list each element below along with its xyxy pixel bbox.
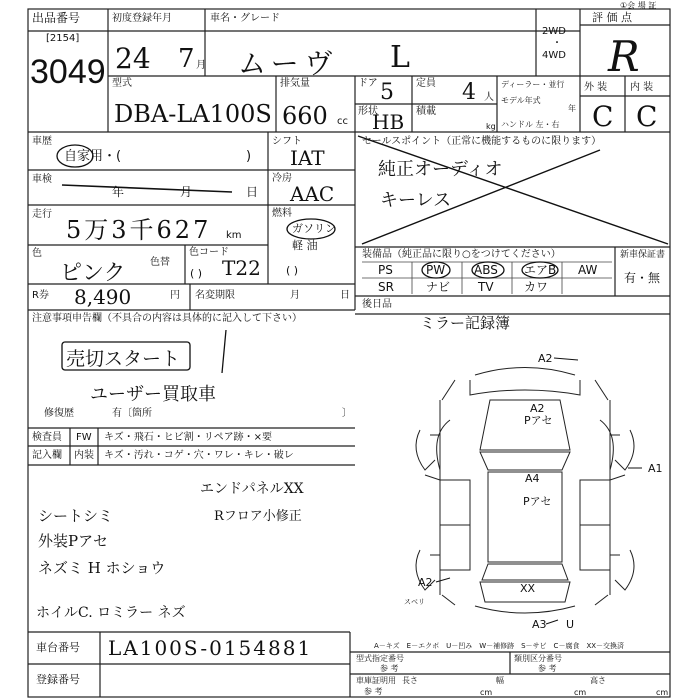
month-unit: 月	[196, 60, 206, 71]
sales-point-keyless: キーレス	[380, 190, 452, 211]
yen-unit: 円	[170, 290, 180, 301]
height-label: 高さ	[590, 676, 606, 685]
shift-label: シフト	[272, 136, 302, 147]
mark-hood-a2: A2	[530, 402, 545, 415]
car-diagram	[380, 340, 670, 630]
type-cert-ref: 参 考	[380, 664, 399, 673]
capacity: 4	[462, 80, 476, 105]
inspection-day: 日	[246, 185, 259, 199]
handle-label: ハンドル 左・右	[501, 120, 560, 129]
warranty-options: 有・無	[624, 271, 661, 285]
first-reg-month: 7	[178, 44, 195, 74]
new-warranty-label: 新車保証書	[620, 250, 666, 260]
fuel-paren: ( )	[286, 264, 299, 277]
use-value: 自家用・(	[64, 149, 122, 164]
title-change-day: 日	[340, 290, 350, 301]
mark-rear-u: U	[566, 618, 575, 630]
exterior-grade: C	[592, 100, 614, 133]
type-cert-label: 型式指定番号	[356, 654, 404, 663]
registration-label: 登録番号	[36, 673, 80, 686]
row-interior: 内装	[74, 450, 94, 461]
recycle-label: R券	[32, 290, 49, 301]
width-cm: cm	[574, 688, 587, 697]
mileage: 5万3千627	[66, 216, 212, 244]
evaluation-score: R	[608, 32, 640, 81]
capacity-unit: 人	[484, 92, 494, 103]
notes-label: 注意事項申告欄（不具合の内容は具体的に記入して下さい）	[32, 313, 302, 324]
hand-note-wheel-mirror: ホイルC. ロミラー ネズ	[36, 605, 186, 621]
displacement: 660	[282, 102, 328, 130]
drive-4wd: 4WD	[542, 50, 566, 61]
class-label: 類別区分番号	[514, 654, 562, 663]
use-close: )	[246, 149, 252, 164]
body-label: 形状	[358, 106, 378, 117]
capacity-label: 定員	[416, 78, 436, 89]
body-type: HB	[372, 110, 405, 134]
hand-note-mouse-damage: ネズミ H ホショウ	[38, 559, 166, 577]
width-label: 幅	[496, 676, 504, 685]
model-code: DBA-LA100S	[114, 100, 272, 128]
mark-rear-a3: A3	[532, 618, 547, 630]
hand-note-exterior-paint: 外装Pアセ	[38, 532, 108, 550]
hand-note-rear-floor: Rフロア小修正	[214, 509, 302, 524]
mark-hood-paint: Pアセ	[524, 414, 553, 427]
mark-side-a1: A1	[648, 462, 663, 475]
color-label: 色	[32, 248, 42, 259]
height-cm: cm	[656, 688, 669, 697]
color: ピンク	[60, 261, 126, 286]
note-user-buyback: ユーザー買取車	[90, 384, 216, 405]
mark-rear-xx: XX	[520, 582, 536, 595]
first-reg-year: 24	[115, 42, 151, 75]
color-code-paren: ( )	[190, 267, 203, 280]
defects-interior: キズ・汚れ・コゲ・穴・ワレ・キレ・破レ	[104, 450, 294, 461]
displacement-label: 排気量	[280, 78, 310, 89]
year-unit: 年	[568, 104, 576, 113]
equip-ps: PS	[378, 263, 393, 277]
repair-close: 〕	[342, 408, 352, 419]
row-fw: FW	[76, 432, 92, 443]
model-year-label: モデル年式	[501, 96, 541, 105]
mark-left-sub: スベリ	[404, 598, 425, 606]
evaluation-label: 評 価 点	[592, 11, 632, 24]
interior-label: 内 装	[630, 82, 654, 93]
kg-unit: kg	[486, 122, 496, 131]
length-cm: cm	[480, 688, 493, 697]
inspection-month: 月	[180, 185, 193, 199]
post-fit-items: ミラー記録簿	[420, 314, 511, 332]
ac-label: 冷房	[272, 173, 292, 184]
equip-leather: カワ	[524, 280, 549, 294]
hand-note-end-panel: エンドパネルXX	[200, 481, 304, 497]
equip-pw: PW	[426, 263, 446, 277]
class-ref: 参 考	[538, 664, 557, 673]
doors: 5	[380, 80, 394, 105]
equipment-label: 装備品（純正品に限り○をつけてください）	[362, 249, 561, 260]
fuel-diesel: 軽 油	[292, 239, 318, 252]
repair-label: 修復歴	[44, 408, 74, 419]
equip-aw: AW	[578, 263, 598, 277]
mark-left-a2: A2	[418, 576, 433, 589]
recorder-label: 記入欄	[32, 450, 62, 461]
chassis-label: 車台番号	[36, 641, 80, 654]
lot-number-label: 出品番号	[32, 11, 81, 25]
lot-sub-number: [2154]	[46, 33, 80, 44]
hand-note-seat-stain: シートシミ	[38, 507, 114, 525]
color-code: T22	[222, 256, 261, 280]
exterior-label: 外 装	[584, 82, 608, 93]
title-change-label: 名変期限	[195, 290, 235, 301]
equip-navi: ナビ	[426, 280, 451, 294]
chassis-number: LA100S-0154881	[108, 636, 313, 660]
garage-dims-ref: 参 考	[364, 687, 383, 696]
equip-tv: TV	[478, 280, 494, 294]
fuel-label: 燃料	[272, 208, 292, 219]
note-start-sale: 売切スタート	[66, 348, 181, 370]
drive-2wd: 2WD	[542, 26, 566, 37]
mark-roof-a4: A4	[525, 472, 540, 485]
car-name: ムーヴ	[238, 47, 339, 80]
garage-dims-label: 車庫証明用	[356, 676, 396, 685]
mileage-label: 走行	[32, 209, 52, 220]
mark-roof-paint: Pアセ	[523, 495, 552, 508]
color-swap-label: 色替	[150, 257, 170, 268]
car-name-label: 車名・グレード	[210, 13, 280, 24]
inspection-year: 年	[112, 185, 125, 199]
lot-number: 3049	[30, 53, 106, 91]
repair-value: 有〔箇所	[112, 408, 152, 419]
sales-point-audio: 純正オーディオ	[378, 159, 503, 180]
fuel-gasoline: ガソリン	[292, 222, 336, 235]
post-fit-label: 後日品	[362, 299, 392, 310]
inspector-label: 検査員	[32, 432, 62, 443]
interior-grade: C	[636, 100, 658, 133]
equip-abs: ABS	[474, 263, 498, 277]
length-label: 長さ	[402, 676, 418, 685]
shift: IAT	[290, 146, 325, 170]
history-label: 車歴	[32, 136, 52, 147]
venue-cert-note: ①会 場 証	[620, 1, 657, 10]
equip-airbag: エアB	[524, 263, 557, 277]
damage-legend: A－キズ E－エクボ U－凹み W－補修跡 S－サビ C－腐食 XX－交換済	[374, 642, 625, 650]
inspection-label: 車検	[32, 174, 52, 185]
mark-front-a2: A2	[538, 352, 553, 365]
model-label: 型式	[112, 78, 132, 89]
color-code-label: 色コード	[189, 247, 229, 258]
sales-points-label: セールスポイント（正常に機能するものに限ります）	[362, 136, 602, 147]
drive-separator: ・	[552, 38, 562, 49]
km-unit: km	[226, 230, 242, 241]
dealer-label: ディーラー・並行	[501, 80, 565, 89]
air-conditioning: AAC	[290, 182, 335, 206]
first-registration-label: 初度登録年月	[112, 13, 172, 24]
doors-label: ドア	[358, 78, 378, 89]
defects-exterior: キズ・飛石・ヒビ割・リペア跡・×要	[104, 432, 272, 443]
equip-sr: SR	[378, 280, 394, 294]
recycle-fee: 8,490	[74, 285, 132, 309]
cc-unit: cc	[337, 116, 348, 127]
load-label: 積載	[416, 106, 436, 117]
title-change-month: 月	[290, 290, 300, 301]
grade: L	[390, 40, 410, 75]
